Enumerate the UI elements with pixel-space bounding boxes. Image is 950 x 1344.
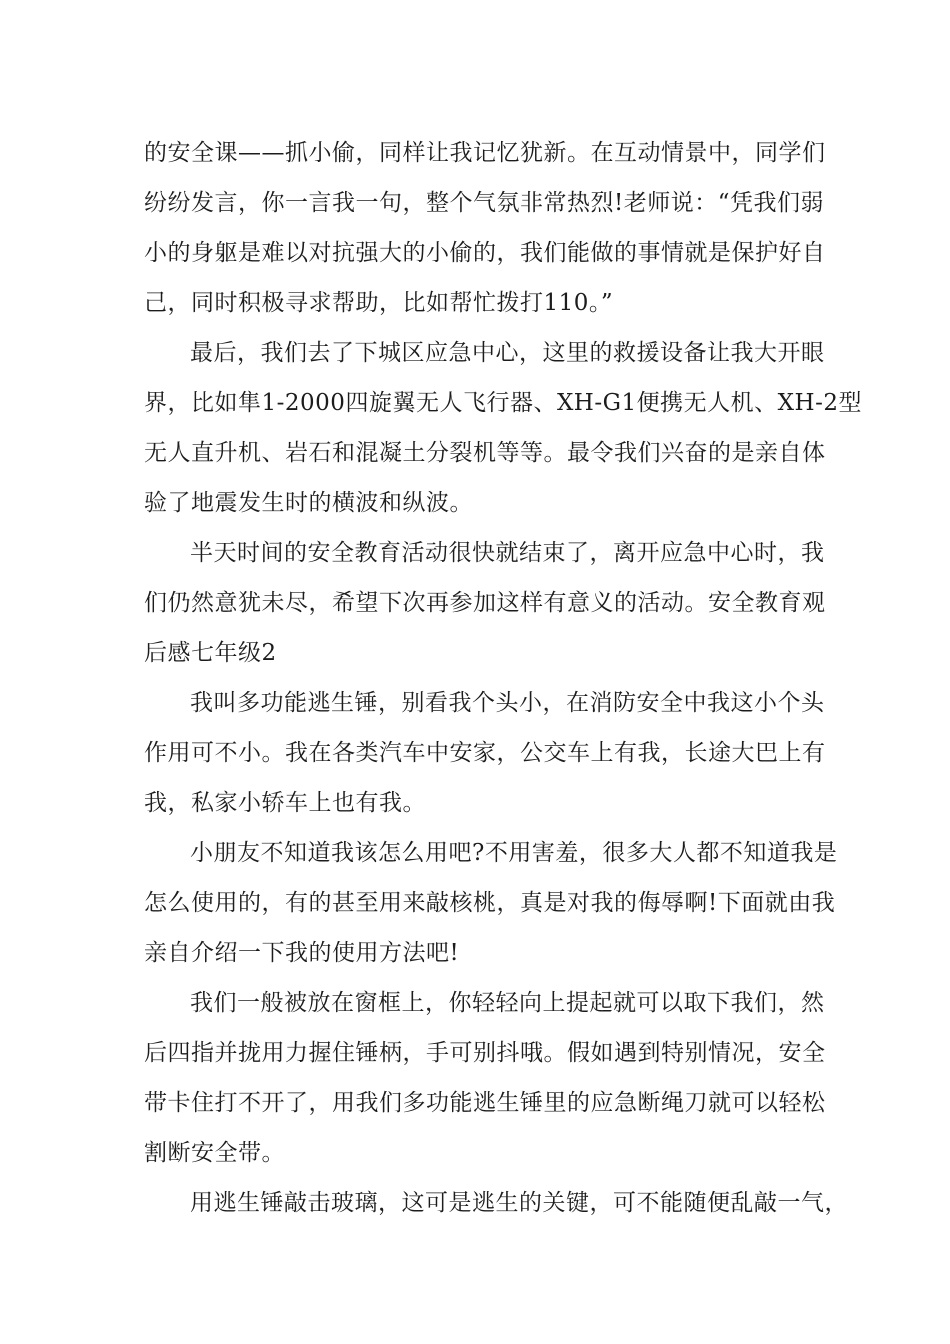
text-line: 纷纷发言，你一言我一句，整个气氛非常热烈!老师说：“凭我们弱 [144,190,825,216]
text-line: 我叫多功能逃生锤，别看我个头小，在消防安全中我这小个头 [190,690,825,716]
text-line: 亲自介绍一下我的使用方法吧! [144,940,460,966]
text-line: 割断安全带。 [144,1140,285,1166]
text-line: 我，私家小轿车上也有我。 [144,790,426,816]
text-line: 半天时间的安全教育活动很快就结束了，离开应急中心时，我 [190,540,825,566]
text-line: 带卡住打不开了，用我们多功能逃生锤里的应急断绳刀就可以轻松 [144,1090,826,1116]
text-line: 小的身躯是难以对抗强大的小偷的，我们能做的事情就是保护好自 [144,240,826,266]
text-line: 用逃生锤敲击玻璃，这可是逃生的关键，可不能随便乱敲一气， [190,1190,848,1216]
body-text [144,128,862,1228]
text-line: 小朋友不知道我该怎么用吧?不用害羞，很多大人都不知道我是 [190,840,838,866]
text-line: 无人直升机、岩石和混凝土分裂机等等。最令我们兴奋的是亲自体 [144,440,826,466]
text-line: 后四指并拢用力握住锤柄，手可别抖哦。假如遇到特别情况，安全 [144,1040,826,1066]
text-line: 作用可不小。我在各类汽车中安家，公交车上有我，长途大巴上有 [144,740,826,766]
text-line: 的安全课——抓小偷，同样让我记忆犹新。在互动情景中，同学们 [144,140,826,166]
text-line: 怎么使用的，有的甚至用来敲核桃，真是对我的侮辱啊!下面就由我 [144,890,836,916]
text-line: 最后，我们去了下城区应急中心，这里的救援设备让我大开眼 [190,340,825,366]
text-line: 后感七年级2 [144,640,277,666]
text-line: 验了地震发生时的横波和纵波。 [144,490,473,516]
text-line: 我们一般被放在窗框上，你轻轻向上提起就可以取下我们，然 [190,990,825,1016]
text-line: 们仍然意犹未尽，希望下次再参加这样有意义的活动。安全教育观 [144,590,826,616]
text-line: 己，同时积极寻求帮助，比如帮忙拨打110。” [144,290,614,316]
text-line: 界，比如隼1-2000四旋翼无人飞行器、XH-G1便携无人机、XH-2型 [144,390,862,416]
